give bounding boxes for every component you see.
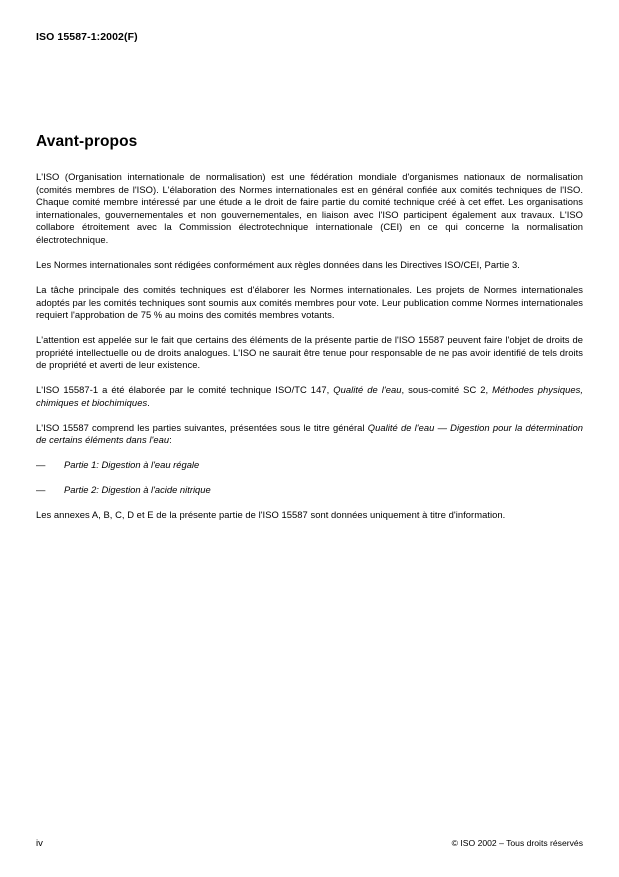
- paragraph-iso-description: L'ISO (Organisation internationale de normalisation) est une fédération mondiale d'organismes nationaux de normalisation (comités membres de l'ISO). L'élaboration des Normes internationales est en général confiée aux comités techniques de l'ISO. Chaque comité membre intéressé par une étude a le droit de faire partie du comité technique créé à cet effet. Les organisations internationales, gouvernementales et non gouvernementales, en liaison avec l'ISO participent également aux travaux. L'ISO collabore étroitement avec la Commission électrotechnique internationale (CEI) en ce qui concerne la normalisation électrotechnique.: [36, 171, 583, 245]
- page-title: Avant-propos: [36, 133, 138, 150]
- running-head: ISO 15587-1:2002(F): [36, 31, 138, 43]
- footer-copyright: © ISO 2002 – Tous droits réservés: [451, 838, 583, 848]
- paragraph-committee-attribution: [36, 384, 583, 409]
- paragraph-parts-intro: [36, 422, 583, 447]
- em-dash-marker-icon: —: [36, 459, 46, 471]
- paragraph-annexes: Les annexes A, B, C, D et E de la présente partie de l'ISO 15587 sont données uniquement à titre d'information.: [36, 509, 506, 521]
- paragraph-directives: Les Normes internationales sont rédigées conformément aux règles données dans les Directives ISO/CEI, Partie 3.: [36, 258, 520, 270]
- attribution-text-2: , sous-comité SC 2,: [401, 384, 493, 396]
- attribution-text-1: L'ISO 15587-1 a été élaborée par le comité technique ISO/TC 147,: [36, 384, 334, 396]
- footer-page-number: iv: [36, 838, 43, 849]
- list-item-label: Partie 1: Digestion à l'eau régale: [64, 459, 200, 471]
- attribution-text-3: .: [147, 396, 150, 408]
- em-dash-marker-icon: —: [36, 484, 46, 496]
- page-footer: [36, 838, 583, 849]
- list-item: [36, 484, 583, 497]
- document-content: [36, 133, 583, 522]
- paragraph-patent-rights: L'attention est appelée sur le fait que certains des éléments de la présente partie de l'ISO 15587 peuvent faire l'objet de droits de propriété intellectuelle ou de droits analogues. L'ISO ne saurait être tenue pour responsable de ne pas avoir identifié de tels droits de propriété et averti de leur existence.: [36, 334, 583, 371]
- list-item-label: Partie 2: Digestion à l'acide nitrique: [64, 484, 211, 496]
- parts-intro-text-1: L'ISO 15587 comprend les parties suivantes, présentées sous le titre général: [36, 421, 368, 433]
- parts-intro-text-2: :: [169, 434, 172, 446]
- attribution-subcommittee-title: Méthodes physiques, chimiques et biochimiques: [36, 384, 584, 408]
- paragraph-technical-committees: La tâche principale des comités techniques est d'élaborer les Normes internationales. Les projets de Normes internationales adoptés par les comités techniques sont soumis aux comités membres pour vote. Leur publication comme Normes internationales requiert l'approbation de 75 % au moins des comités membres votants.: [36, 283, 583, 321]
- attribution-committee-title: Qualité de l'eau: [333, 384, 402, 396]
- list-item: [36, 459, 583, 472]
- parts-general-title: Qualité de l'eau — Digestion pour la détermination de certains éléments dans l'eau: [36, 421, 583, 446]
